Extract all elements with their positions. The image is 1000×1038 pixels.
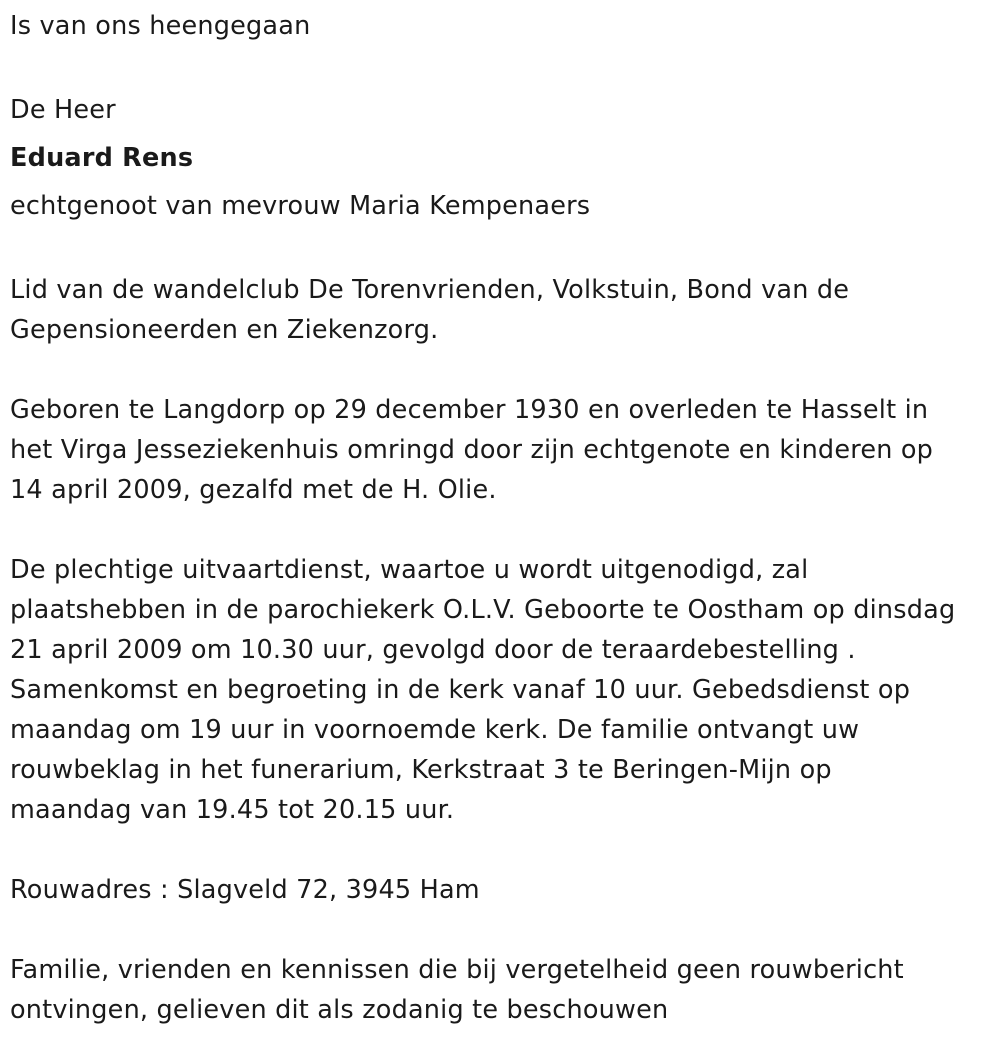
paragraph-line: rouwbeklag in het funerarium, Kerkstraat 3 te Beringen-Mijn op xyxy=(10,755,832,785)
spouse-line: echtgenoot van mevrouw Maria Kempenaers xyxy=(10,191,591,221)
paragraph-line: Familie, vrienden en kennissen die bij vergetelheid geen rouwbericht xyxy=(10,955,904,985)
birth-death-paragraph xyxy=(10,390,995,510)
spacer xyxy=(10,910,995,950)
funeral-paragraph xyxy=(10,550,995,830)
spacer xyxy=(10,230,995,270)
death-notice xyxy=(10,6,995,1030)
paragraph-line: Samenkomst en begroeting in de kerk vanaf 10 uur. Gebedsdienst op xyxy=(10,675,911,705)
paragraph-line: maandag van 19.45 tot 20.15 uur. xyxy=(10,795,455,825)
deceased-name: Eduard Rens xyxy=(10,143,194,173)
paragraph-line: Lid van de wandelclub De Torenvrienden, Volkstuin, Bond van de xyxy=(10,275,850,305)
spacer xyxy=(10,510,995,550)
spacer xyxy=(10,830,995,870)
spacer xyxy=(10,350,995,390)
paragraph-line: 14 april 2009, gezalfd met de H. Olie. xyxy=(10,475,497,505)
mourning-address: Rouwadres : Slagveld 72, 3945 Ham xyxy=(10,875,480,905)
salutation: De Heer xyxy=(10,95,116,125)
paragraph-line: Geboren te Langdorp op 29 december 1930 en overleden te Hasselt in xyxy=(10,395,929,425)
paragraph-line: ontvingen, gelieven dit als zodanig te beschouwen xyxy=(10,995,669,1025)
membership-paragraph xyxy=(10,270,995,350)
spacer xyxy=(10,46,995,86)
paragraph-line: Gepensioneerden en Ziekenzorg. xyxy=(10,315,439,345)
paragraph-line: De plechtige uitvaartdienst, waartoe u wordt uitgenodigd, zal xyxy=(10,555,809,585)
paragraph-line: maandag om 19 uur in voornoemde kerk. De familie ontvangt uw xyxy=(10,715,860,745)
paragraph-line: het Virga Jesseziekenhuis omringd door zijn echtgenote en kinderen op xyxy=(10,435,934,465)
closing-paragraph xyxy=(10,950,995,1030)
paragraph-line: plaatshebben in de parochiekerk O.L.V. Geboorte te Oostham op dinsdag xyxy=(10,595,956,625)
intro-text: Is van ons heengegaan xyxy=(10,11,311,41)
paragraph-line: 21 april 2009 om 10.30 uur, gevolgd door de teraardebestelling . xyxy=(10,635,856,665)
